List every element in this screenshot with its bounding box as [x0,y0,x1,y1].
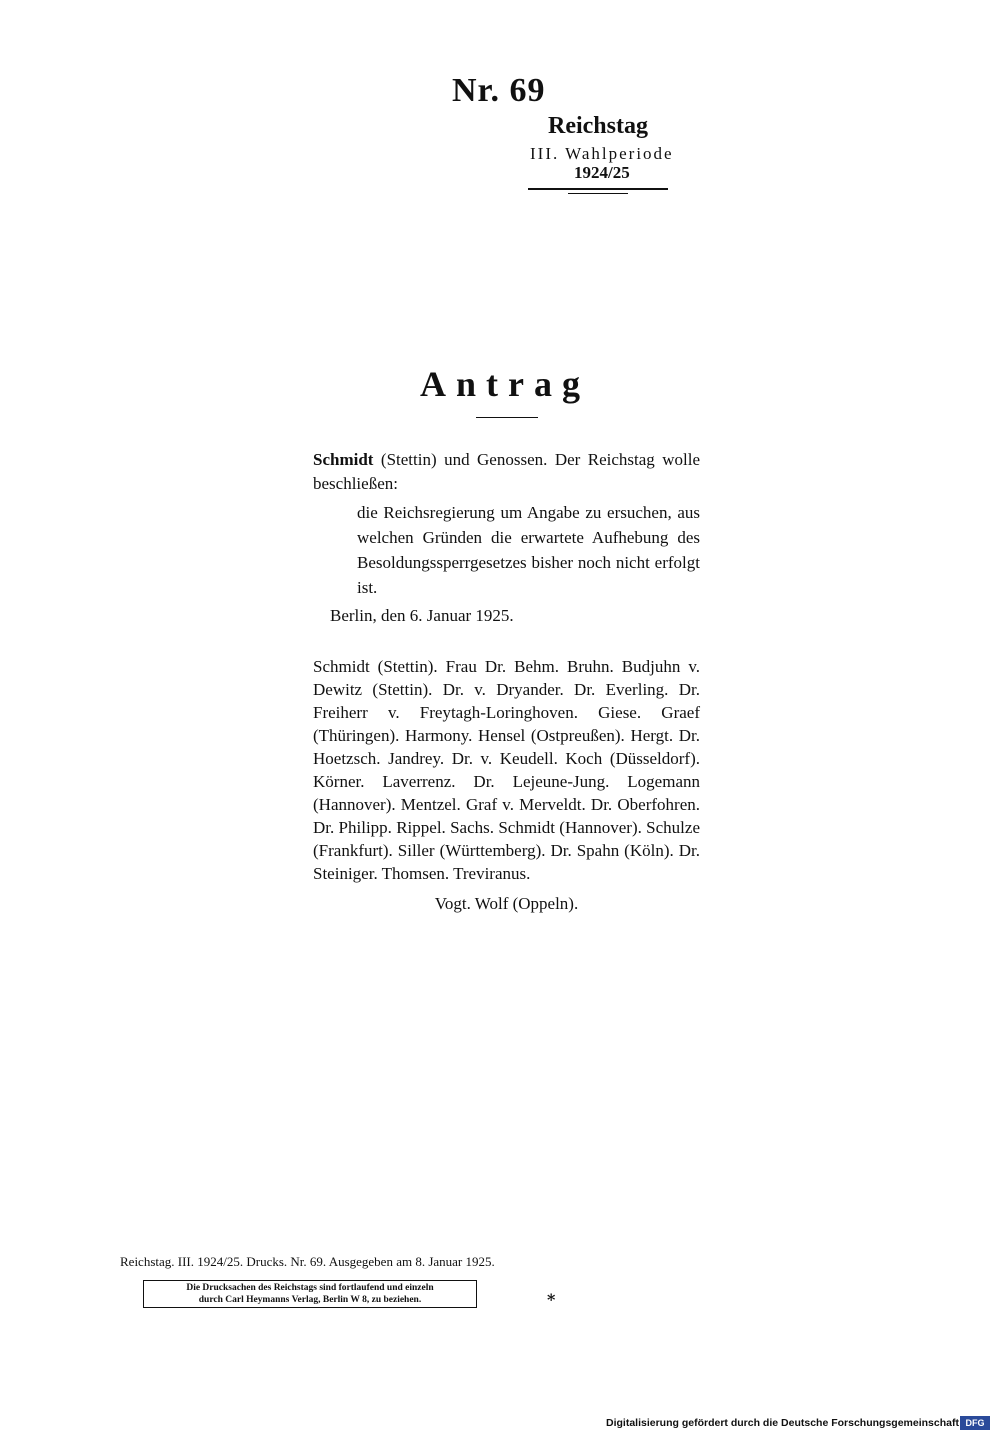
footer-asterisk: * [547,1290,556,1309]
title-rule [476,417,538,418]
motion-text: die Reichsregierung um Angabe zu ersuchen, aus welchen Gründen die erwartete Aufhebung des Besoldungssperrgesetzes bisher noch nicht erfolgt ist. [357,503,700,597]
publisher-notice-line-1: Die Drucksachen des Reichstags sind fortlaufend und einzeln [186,1283,434,1293]
motion-lead-name: Schmidt [313,450,374,469]
header-rule [528,188,668,190]
credit-text: Digitalisierung gefördert durch die Deutsche Forschungsgemeinschaft [606,1417,959,1429]
signatories-list: Schmidt (Stettin). Frau Dr. Behm. Bruhn. Budjuhn v. Dewitz (Stettin). Dr. v. Dryander. Dr. Everling. Dr. Freiherr v. Freytagh-Loringhoven. Giese. Graef (Thüringen). Harmony. Hensel (Ostpreußen). Hergt. Dr. Hoetzsch. Jandrey. Dr. v. Keudell. Koch (Düsseldorf). Körner. Laverrenz. Dr. Lejeune-Jung. Logemann (Hannover). Mentzel. Graf v. Merveldt. Dr. Oberfohren. Dr. Philipp. Rippel. Sachs. Schmidt (Hannover). Schulze (Frankfurt). Siller (Württemberg). Dr. Spahn (Köln). Dr. Steiniger. Thomsen. Treviranus. [313,657,700,883]
publisher-notice-box [143,1280,477,1308]
document-number: Nr. 69 [452,72,546,109]
header-period: III. Wahlperiode [530,144,674,163]
motion-intro-text: (Stettin) und Genossen. Der Reichstag wolle beschließen: [313,450,701,493]
header-years: 1924/25 [574,163,630,182]
place-date: Berlin, den 6. Januar 1925. [330,606,514,625]
digitization-credit [606,1417,959,1429]
header-institution: Reichstag [548,113,648,139]
footer-print-info: Reichstag. III. 1924/25. Drucks. Nr. 69. Ausgegeben am 8. Januar 1925. [120,1254,495,1269]
publisher-notice-line-2: durch Carl Heymanns Verlag, Berlin W 8, zu beziehen. [198,1295,422,1305]
dfg-logo: DFG [960,1416,990,1430]
document-title: Antrag [420,364,590,404]
signatories-last-line: Vogt. Wolf (Oppeln). [434,894,579,913]
motion-intro [313,448,700,496]
